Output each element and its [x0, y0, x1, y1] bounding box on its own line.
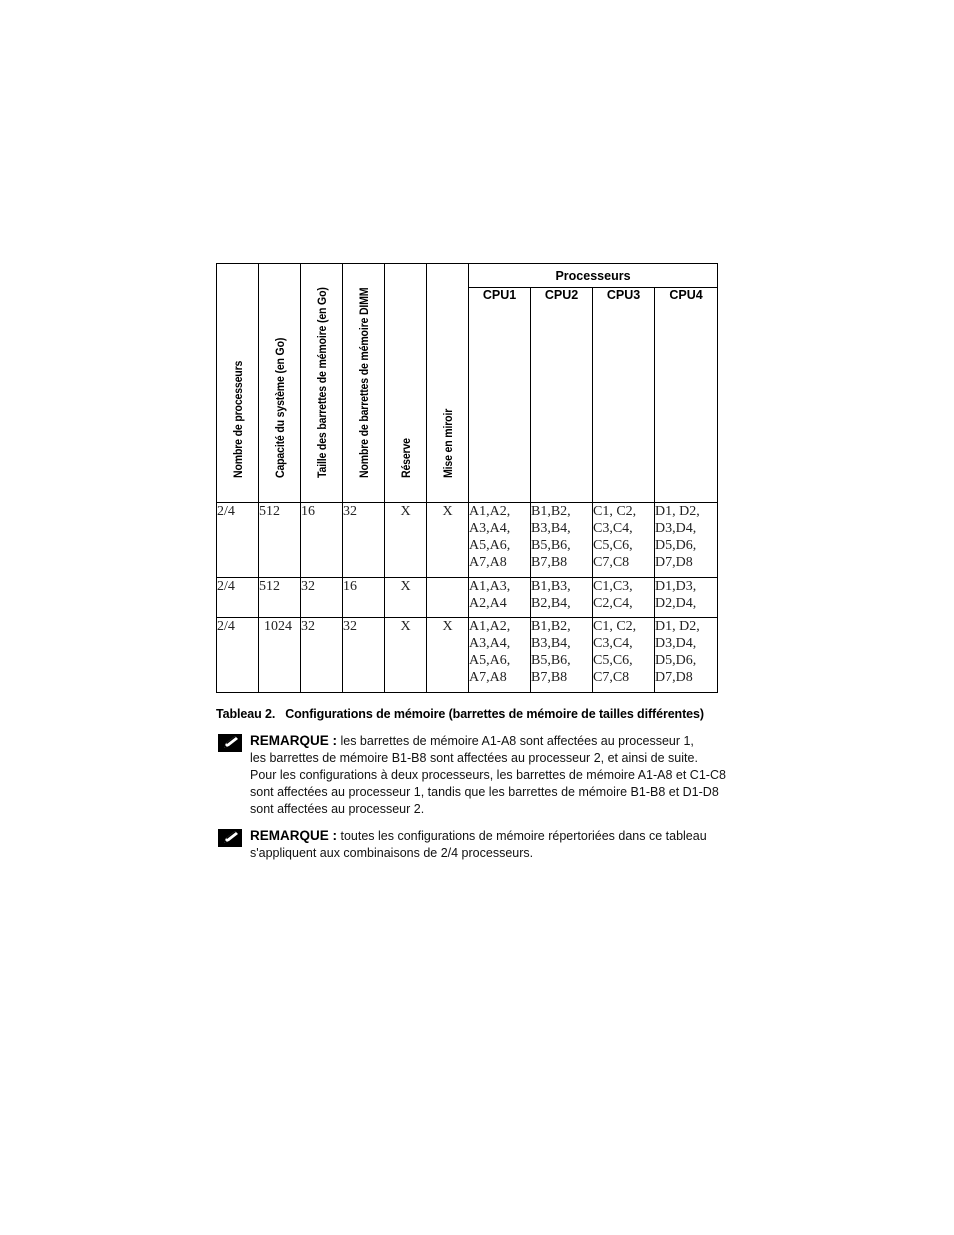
cell-spare: X: [385, 618, 427, 693]
table-caption: [216, 707, 704, 721]
note-line: sont affectées au processeur 2.: [250, 802, 425, 816]
cell-mirror: [427, 578, 469, 618]
note-label: REMARQUE :: [250, 733, 337, 748]
caption-label: Tableau 2.: [216, 707, 276, 721]
cell-size: 16: [301, 503, 343, 578]
cell-capacity: 512: [259, 578, 301, 618]
note-line: toutes les configurations de mémoire répertoriées dans ce tableau: [337, 829, 707, 843]
cell-capacity: 1024: [259, 618, 301, 693]
note-2: [216, 827, 736, 862]
note-1: [216, 732, 736, 818]
header-taille: Taille des barrettes de mémoire (en Go): [301, 264, 343, 503]
cell-cpu2: B1,B2, B3,B4, B5,B6, B7,B8: [531, 503, 593, 578]
cell-mirror: X: [427, 618, 469, 693]
cell-cpu4: D1,D3, D2,D4,: [655, 578, 718, 618]
cell-cpu1: A1,A3, A2,A4: [469, 578, 531, 618]
memory-config-table: [216, 263, 718, 693]
header-processeurs: Processeurs: [469, 264, 718, 288]
cell-cpu1: A1,A2, A3,A4, A5,A6, A7,A8: [469, 618, 531, 693]
cell-cpu1: A1,A2, A3,A4, A5,A6, A7,A8: [469, 503, 531, 578]
table-row: [217, 503, 718, 578]
cell-cpu2: B1,B3, B2,B4,: [531, 578, 593, 618]
header-nb-processeurs: Nombre de processeurs: [217, 264, 259, 503]
header-reserve: Réserve: [385, 264, 427, 503]
cell-count: 32: [343, 503, 385, 578]
cell-cpu4: D1, D2, D3,D4, D5,D6, D7,D8: [655, 618, 718, 693]
header-cpu3: CPU3: [593, 288, 655, 503]
cell-count: 32: [343, 618, 385, 693]
note-line: Pour les configurations à deux processeurs, les barrettes de mémoire A1-A8 et C1-C8: [250, 768, 726, 782]
cell-size: 32: [301, 578, 343, 618]
header-cpu1: CPU1: [469, 288, 531, 503]
cell-spare: X: [385, 503, 427, 578]
cell-cpu4: D1, D2, D3,D4, D5,D6, D7,D8: [655, 503, 718, 578]
header-cpu2: CPU2: [531, 288, 593, 503]
cell-cpu3: C1, C2, C3,C4, C5,C6, C7,C8: [593, 618, 655, 693]
cell-size: 32: [301, 618, 343, 693]
cell-cpu3: C1,C3, C2,C4,: [593, 578, 655, 618]
header-capacite: Capacité du système (en Go): [259, 264, 301, 503]
caption-text: Configurations de mémoire (barrettes de mémoire de tailles différentes): [285, 707, 704, 721]
cell-count: 16: [343, 578, 385, 618]
pencil-note-icon: [218, 829, 242, 847]
pencil-note-icon: [218, 734, 242, 752]
cell-cpu3: C1, C2, C3,C4, C5,C6, C7,C8: [593, 503, 655, 578]
note-label: REMARQUE :: [250, 828, 337, 843]
table-row: [217, 618, 718, 693]
cell-mirror: X: [427, 503, 469, 578]
cell-capacity: 512: [259, 503, 301, 578]
header-cpu4: CPU4: [655, 288, 718, 503]
cell-cpu2: B1,B2, B3,B4, B5,B6, B7,B8: [531, 618, 593, 693]
note-line: les barrettes de mémoire A1-A8 sont affectées au processeur 1,: [337, 734, 694, 748]
table-row: [217, 578, 718, 618]
cell-spare: X: [385, 578, 427, 618]
note-line: s'appliquent aux combinaisons de 2/4 processeurs.: [250, 846, 534, 860]
note-line: sont affectées au processeur 1, tandis que les barrettes de mémoire B1-B8 et D1-D8: [250, 785, 719, 799]
cell-procs: 2/4: [217, 578, 259, 618]
header-miroir: Mise en miroir: [427, 264, 469, 503]
note-line: les barrettes de mémoire B1-B8 sont affectées au processeur 2, et ainsi de suite.: [250, 751, 698, 765]
cell-procs: 2/4: [217, 618, 259, 693]
header-nombre-dimm: Nombre de barrettes de mémoire DIMM: [343, 264, 385, 503]
cell-procs: 2/4: [217, 503, 259, 578]
